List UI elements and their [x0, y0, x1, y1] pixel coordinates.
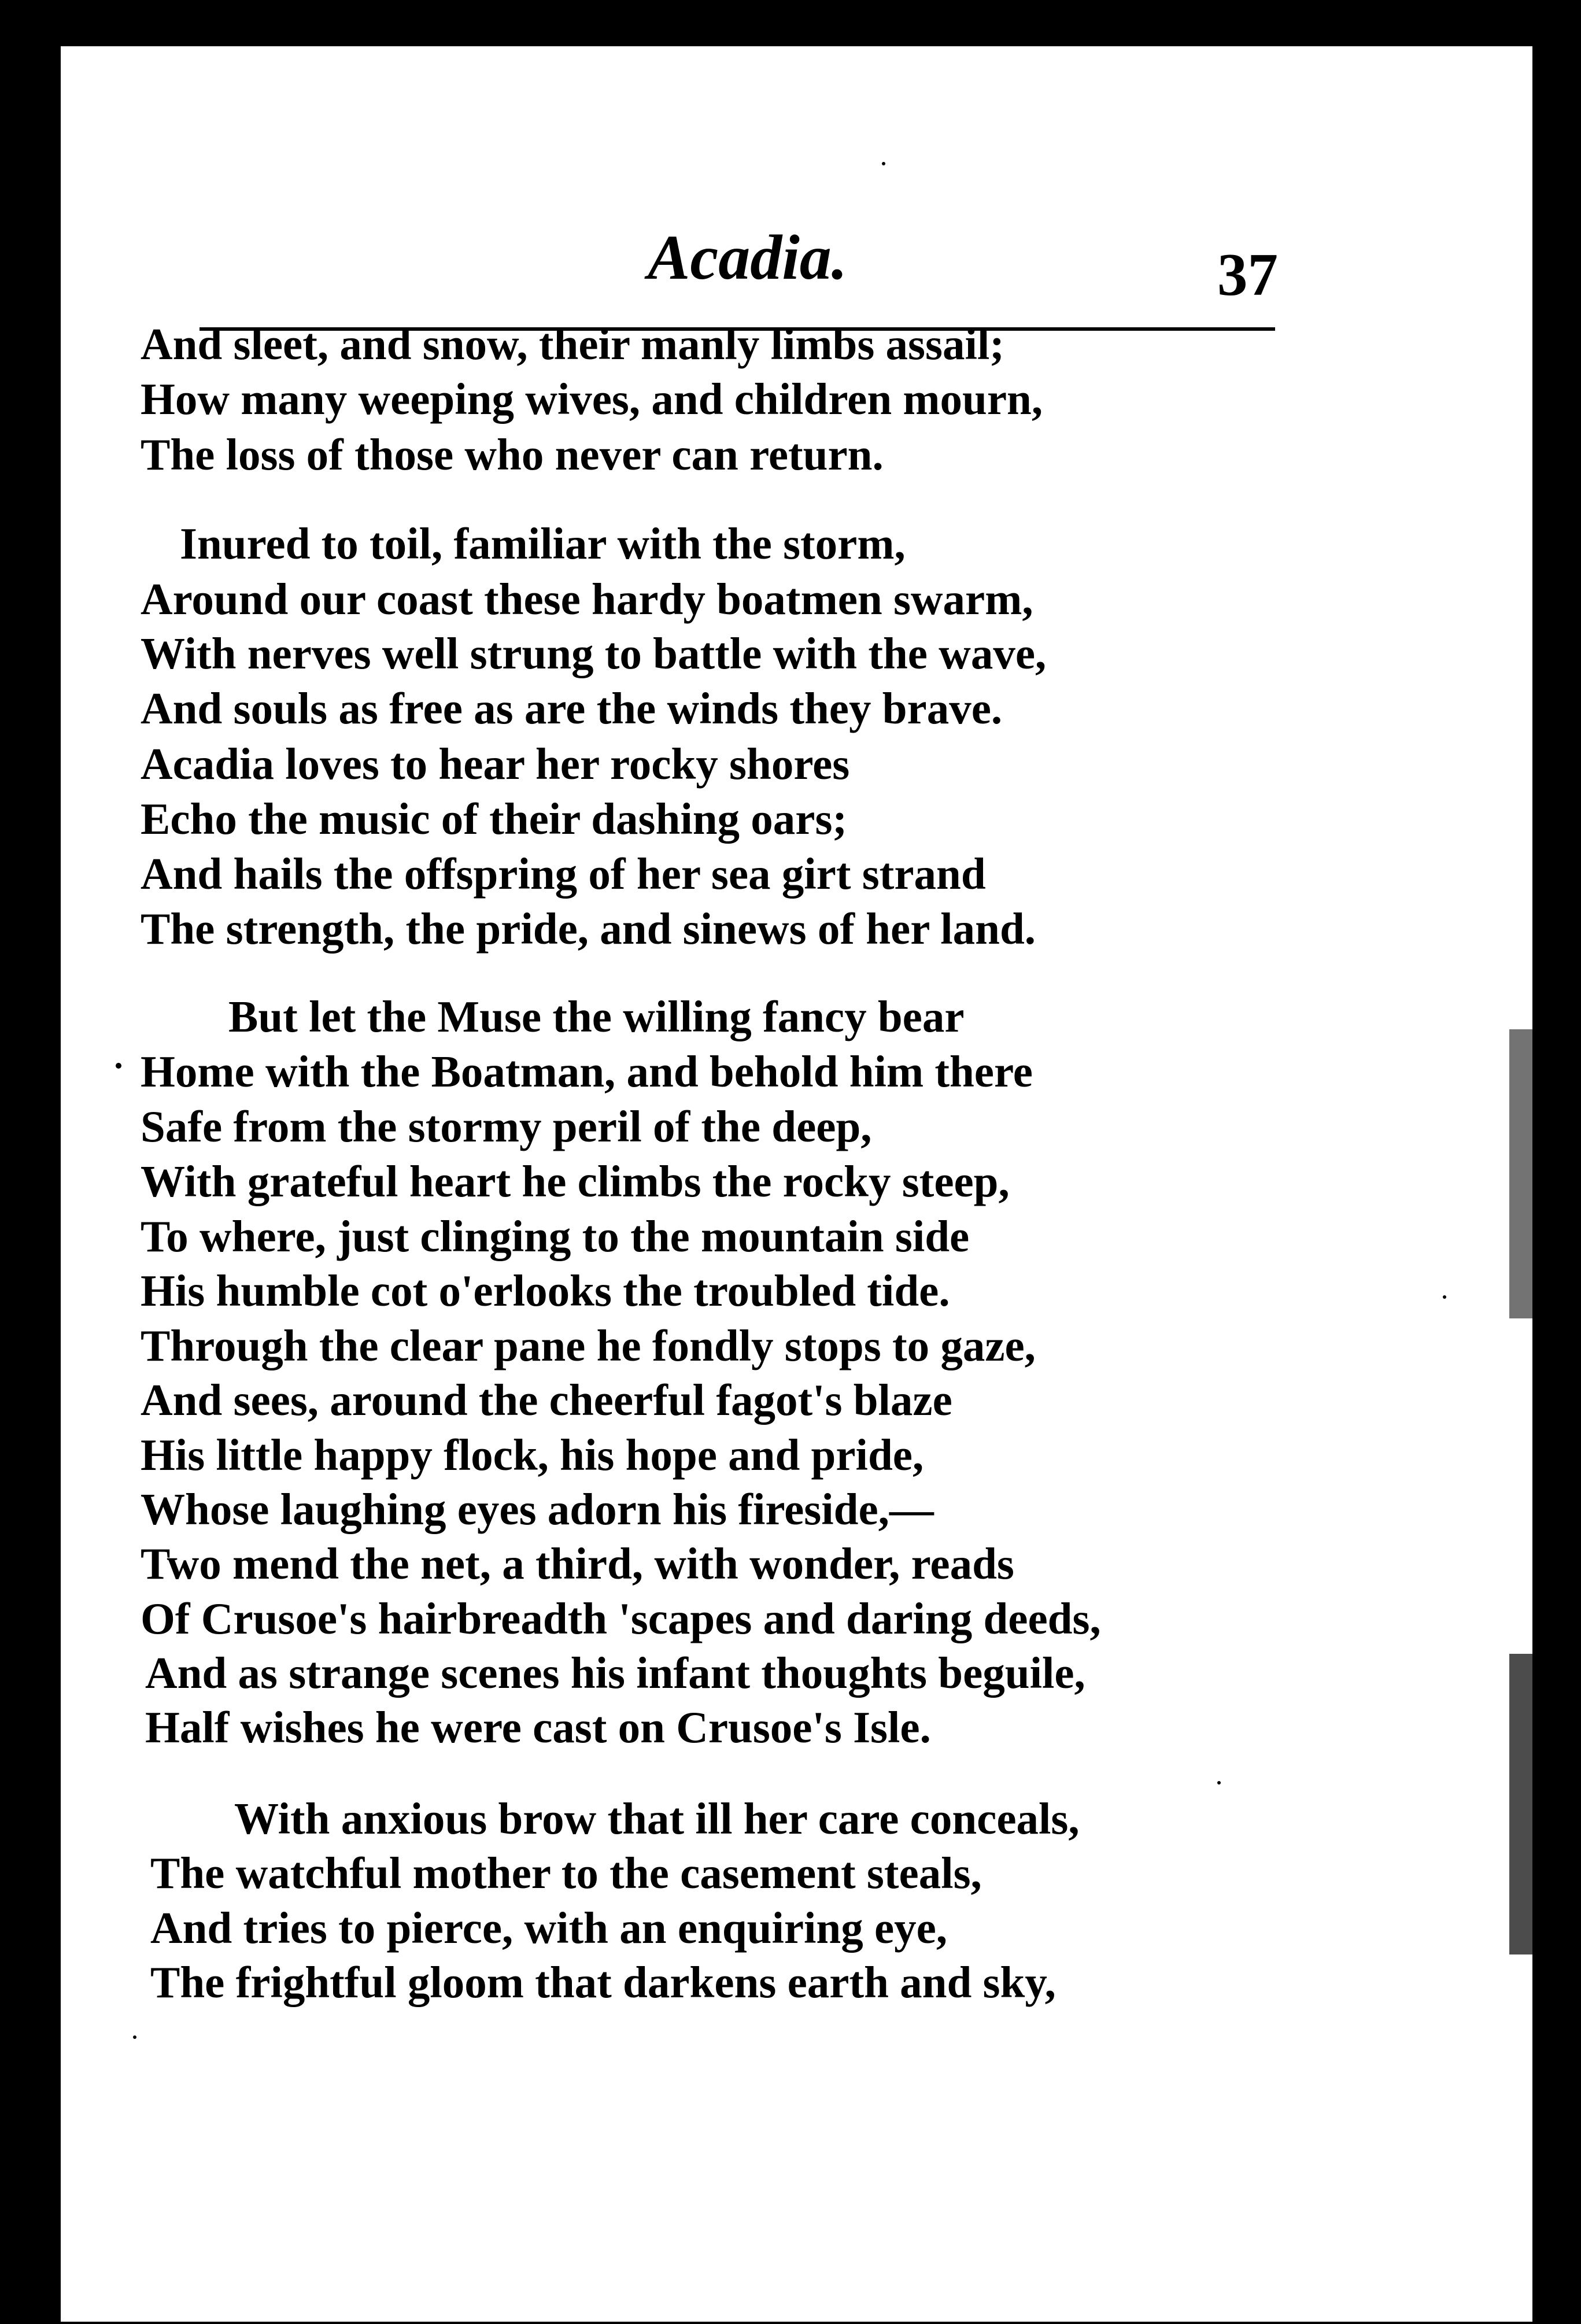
verse-line: To where, just clinging to the mountain side	[141, 1211, 970, 1261]
book-page	[61, 46, 1532, 2322]
scan-speck	[1217, 1781, 1221, 1784]
verse-line: And hails the offspring of her sea girt strand	[141, 849, 986, 899]
scan-speck	[133, 2035, 136, 2039]
verse-line: How many weeping wives, and children mourn,	[141, 374, 1043, 424]
verse-line: And tries to pierce, with an enquiring eye,	[150, 1903, 948, 1953]
verse-line: The watchful mother to the casement steals,	[150, 1848, 982, 1898]
verse-line: With nerves well strung to battle with the wave,	[141, 629, 1047, 678]
verse-line: His humble cot o'erlooks the troubled tide.	[141, 1266, 950, 1316]
verse-line: The frightful gloom that darkens earth and sky,	[150, 1957, 1056, 2007]
verse-line: Half wishes he were cast on Crusoe's Isle.	[145, 1702, 931, 1752]
verse-line: Safe from the stormy peril of the deep,	[141, 1102, 872, 1151]
verse-line: Home with the Boatman, and behold him there	[141, 1047, 1033, 1096]
verse-line: Through the clear pane he fondly stops to gaze,	[141, 1321, 1036, 1370]
scan-speck	[1443, 1295, 1446, 1299]
verse-line: Around our coast these hardy boatmen swarm,	[141, 574, 1033, 624]
verse-line: Inured to toil, familiar with the storm,	[180, 519, 906, 568]
verse-line: Of Crusoe's hairbreadth 'scapes and daring deeds,	[141, 1594, 1101, 1643]
scan-edge-shadow	[1509, 1654, 1532, 1954]
verse-line: With grateful heart he climbs the rocky steep,	[141, 1157, 1010, 1206]
scan-speck	[116, 1063, 121, 1069]
verse-line: And sees, around the cheerful fagot's blaze	[141, 1375, 952, 1425]
verse-line: With anxious brow that ill her care conceals,	[234, 1794, 1080, 1843]
verse-line: Whose laughing eyes adorn his fireside,—	[141, 1484, 934, 1534]
verse-line: Two mend the net, a third, with wonder, reads	[141, 1539, 1014, 1588]
scan-edge-shadow	[1509, 1029, 1532, 1318]
verse-line: And sleet, and snow, their manly limbs assail;	[141, 319, 1004, 369]
verse-line: Echo the music of their dashing oars;	[141, 794, 848, 844]
page-number: 37	[1217, 241, 1278, 308]
verse-line: And as strange scenes his infant thoughts beguile,	[145, 1648, 1085, 1698]
verse-line: His little happy flock, his hope and pride,	[141, 1430, 924, 1480]
verse-line: Acadia loves to hear her rocky shores	[141, 739, 850, 789]
scan-speck	[882, 162, 885, 165]
verse-line: And souls as free as are the winds they brave.	[141, 683, 1003, 733]
running-title: Acadia.	[648, 222, 848, 293]
verse-line: The strength, the pride, and sinews of her land.	[141, 904, 1036, 954]
verse-line: The loss of those who never can return.	[141, 430, 884, 479]
verse-line: But let the Muse the willing fancy bear	[228, 992, 965, 1041]
